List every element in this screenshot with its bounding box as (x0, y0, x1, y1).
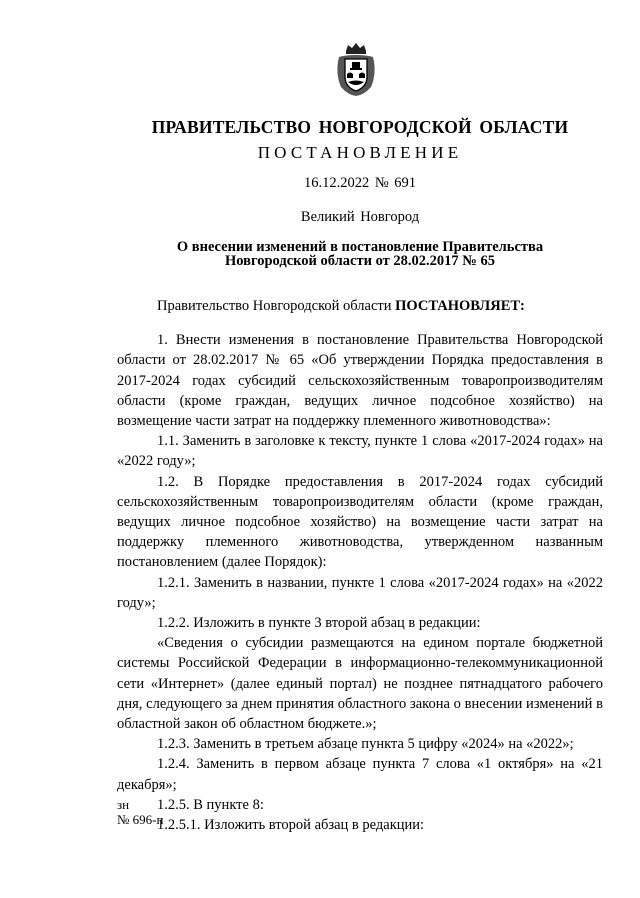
paragraph-1-2-5: 1.2.5. В пункте 8: (157, 796, 264, 813)
coat-of-arms-icon (333, 41, 379, 98)
paragraph-1: 1. Внести изменения в постановление Правительства Новгородской области от 28.02.2017 № 65 «Об утверждении Порядка предоставления в 2017-2024 годах субсидий сельскохозяйственным товаропроизводителям области (кроме граждан, ведущих личное подсобное хозяйство) на возмещение части затрат на поддержку племенного животноводства»: (117, 332, 603, 430)
paragraph-1-2-3: 1.2.3. Заменить в третьем абзаце пункта 5 цифру «2024» на «2022»; (157, 736, 574, 753)
paragraph-1-2: 1.2. В Порядке предоставления в 2017-2024 годах субсидий сельскохозяйственным товаропроизводителям области (кроме граждан, ведущих личное подсобное хозяйство) на возмещение части затрат на поддержку племенного животноводства, утвержденном названным постановлением (далее Порядок): (117, 473, 603, 571)
document-type: ПОСТАНОВЛЕНИЕ (257, 143, 463, 162)
document-body (117, 296, 603, 835)
intro-bold: ПОСТАНОВЛЯЕТ: (395, 298, 525, 314)
paragraph-1-2-2: 1.2.2. Изложить в пункте 3 второй абзац в редакции: (157, 615, 481, 632)
paragraph-1-2-1: 1.2.1. Заменить в названии, пункте 1 слова «2017-2024 годах» на «2022 году»; (117, 574, 603, 611)
government-title: ПРАВИТЕЛЬСТВО НОВГОРОДСКОЙ ОБЛАСТИ (151, 117, 569, 137)
paragraph-1-1: 1.1. Заменить в заголовке к тексту, пункте 1 слова «2017-2024 годах» на «2022 году»; (117, 433, 603, 470)
quoted-paragraph: «Сведения о субсидии размещаются на едином портале бюджетной системы Российской Федерации в информационно-телекоммуникационной сети «Интернет» (далее единый портал) не позднее пятнадцатого рабочего дня, следующего за днем принятия областного закона о внесении изменений в областной закон об областном бюджете.»; (117, 635, 603, 733)
intro-text: Правительство Новгородской области (157, 298, 396, 314)
paragraph-1-2-4: 1.2.4. Заменить в первом абзаце пункта 7 слова «1 октября» на «21 декабря»; (117, 756, 603, 793)
city: Великий Новгород (300, 209, 420, 225)
document-subject: О внесении изменений в постановление Правительства Новгородской области от 28.02.2017 № 65 (176, 239, 544, 269)
paragraph-1-2-5-1: 1.2.5.1. Изложить второй абзац в редакции: (157, 817, 425, 834)
footer-reference (117, 797, 163, 827)
footer-mark: зн (117, 797, 130, 812)
intro-paragraph (117, 296, 603, 316)
date-and-number: 16.12.2022 № 691 (303, 175, 417, 191)
footer-number: № 696-п (117, 812, 164, 827)
